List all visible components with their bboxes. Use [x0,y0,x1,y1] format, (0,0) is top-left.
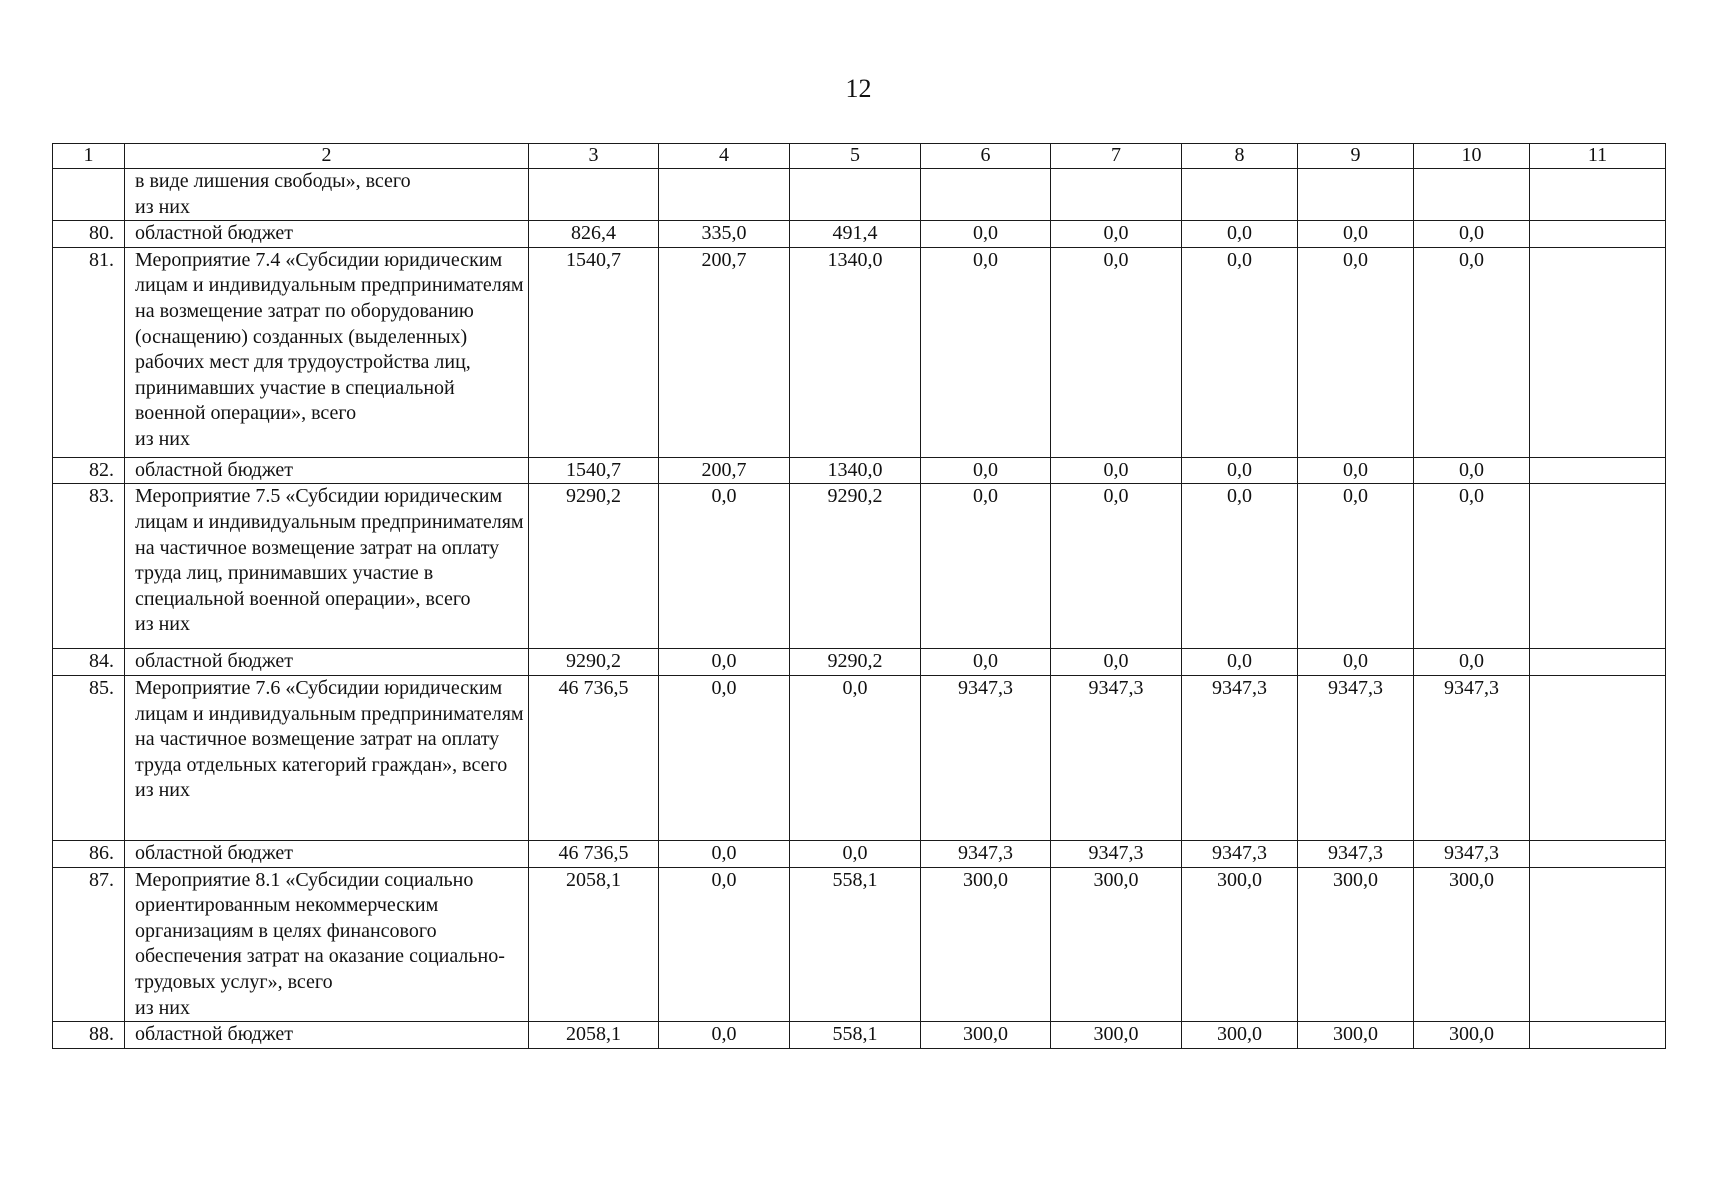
row-description: Мероприятие 7.5 «Субсидии юридическим лицам и индивидуальным предпринимателям на частичное возмещение затрат на оплату труда лиц, принимавших участие в специальной военной операции», всего из них [125,484,529,649]
column-number-row [53,144,1666,169]
value-cell-col-4 [659,169,790,221]
row-description: Мероприятие 8.1 «Субсидии социально ориентированным некоммерческим организациям в целях финансового обеспечения затрат на оказание социально-трудовых услуг», всего из них [125,867,529,1022]
value-cell-col-4: 0,0 [659,649,790,676]
value-cell-col-10: 0,0 [1414,649,1530,676]
column-header: 1 [53,144,125,169]
value-cell-col-6: 300,0 [921,867,1051,1022]
value-cell-col-4: 200,7 [659,247,790,457]
value-cell-col-6: 9347,3 [921,675,1051,840]
row-description: областной бюджет [125,457,529,484]
value-cell-col-9: 0,0 [1298,221,1414,248]
row-number: 83. [53,484,125,649]
value-cell-col-11 [1530,840,1666,867]
row-description: областной бюджет [125,1022,529,1049]
row-description: областной бюджет [125,840,529,867]
value-cell-col-7: 9347,3 [1051,675,1182,840]
value-cell-col-6: 300,0 [921,1022,1051,1049]
value-cell-col-9: 0,0 [1298,457,1414,484]
row-description: областной бюджет [125,649,529,676]
column-header: 2 [125,144,529,169]
value-cell-col-6 [921,169,1051,221]
column-header: 10 [1414,144,1530,169]
value-cell-col-8: 300,0 [1182,1022,1298,1049]
value-cell-col-3: 46 736,5 [529,840,659,867]
column-header: 8 [1182,144,1298,169]
value-cell-col-3: 826,4 [529,221,659,248]
value-cell-col-3: 9290,2 [529,484,659,649]
value-cell-col-7: 0,0 [1051,247,1182,457]
row-number: 86. [53,840,125,867]
value-cell-col-4: 200,7 [659,457,790,484]
value-cell-col-4: 0,0 [659,1022,790,1049]
column-header: 7 [1051,144,1182,169]
value-cell-col-11 [1530,221,1666,248]
value-cell-col-7: 0,0 [1051,484,1182,649]
value-cell-col-5: 9290,2 [790,649,921,676]
row-number: 84. [53,649,125,676]
value-cell-col-5: 0,0 [790,675,921,840]
value-cell-col-3: 46 736,5 [529,675,659,840]
value-cell-col-5: 558,1 [790,867,921,1022]
value-cell-col-9: 0,0 [1298,484,1414,649]
value-cell-col-10: 300,0 [1414,1022,1530,1049]
value-cell-col-10: 9347,3 [1414,840,1530,867]
value-cell-col-9: 300,0 [1298,1022,1414,1049]
value-cell-col-10: 9347,3 [1414,675,1530,840]
value-cell-col-7 [1051,169,1182,221]
value-cell-col-8: 0,0 [1182,247,1298,457]
value-cell-col-10: 0,0 [1414,221,1530,248]
value-cell-col-9: 300,0 [1298,867,1414,1022]
value-cell-col-3: 1540,7 [529,457,659,484]
row-number: 82. [53,457,125,484]
value-cell-col-6: 0,0 [921,221,1051,248]
value-cell-col-9 [1298,169,1414,221]
table-body [53,169,1666,1049]
value-cell-col-10: 300,0 [1414,867,1530,1022]
row-description: областной бюджет [125,221,529,248]
row-number: 88. [53,1022,125,1049]
column-header: 3 [529,144,659,169]
row-description: в виде лишения свободы», всего из них [125,169,529,221]
value-cell-col-6: 0,0 [921,247,1051,457]
value-cell-col-7: 0,0 [1051,221,1182,248]
table-row [53,484,1666,649]
value-cell-col-10: 0,0 [1414,247,1530,457]
value-cell-col-7: 300,0 [1051,1022,1182,1049]
value-cell-col-5: 558,1 [790,1022,921,1049]
value-cell-col-8: 0,0 [1182,221,1298,248]
table-row [53,221,1666,248]
value-cell-col-6: 9347,3 [921,840,1051,867]
value-cell-col-4: 0,0 [659,484,790,649]
value-cell-col-11 [1530,675,1666,840]
value-cell-col-4: 0,0 [659,867,790,1022]
table-row [53,867,1666,1022]
value-cell-col-10: 0,0 [1414,484,1530,649]
value-cell-col-9: 9347,3 [1298,840,1414,867]
row-description: Мероприятие 7.4 «Субсидии юридическим лицам и индивидуальным предпринимателям на возмещение затрат по оборудованию (оснащению) созданных (выделенных) рабочих мест для трудоустройства лиц, принимавших участие в специальной военной операции», всего из них [125,247,529,457]
page-number: 12 [845,74,872,103]
value-cell-col-10 [1414,169,1530,221]
value-cell-col-10: 0,0 [1414,457,1530,484]
value-cell-col-11 [1530,1022,1666,1049]
row-description: Мероприятие 7.6 «Субсидии юридическим лицам и индивидуальным предпринимателям на частичное возмещение затрат на оплату труда отдельных категорий граждан», всего из них [125,675,529,840]
value-cell-col-11 [1530,867,1666,1022]
value-cell-col-8: 0,0 [1182,484,1298,649]
value-cell-col-8: 0,0 [1182,649,1298,676]
table-row [53,840,1666,867]
value-cell-col-8 [1182,169,1298,221]
value-cell-col-11 [1530,247,1666,457]
value-cell-col-5: 1340,0 [790,247,921,457]
row-number: 87. [53,867,125,1022]
value-cell-col-5: 1340,0 [790,457,921,484]
row-number: 81. [53,247,125,457]
row-number: 80. [53,221,125,248]
value-cell-col-5: 9290,2 [790,484,921,649]
value-cell-col-5 [790,169,921,221]
value-cell-col-11 [1530,457,1666,484]
value-cell-col-11 [1530,169,1666,221]
value-cell-col-8: 9347,3 [1182,840,1298,867]
value-cell-col-11 [1530,649,1666,676]
table-row [53,649,1666,676]
row-number [53,169,125,221]
value-cell-col-4: 0,0 [659,840,790,867]
value-cell-col-9: 0,0 [1298,247,1414,457]
column-header: 9 [1298,144,1414,169]
column-header: 4 [659,144,790,169]
value-cell-col-3: 1540,7 [529,247,659,457]
value-cell-col-3: 2058,1 [529,867,659,1022]
value-cell-col-7: 300,0 [1051,867,1182,1022]
value-cell-col-3: 2058,1 [529,1022,659,1049]
value-cell-col-5: 0,0 [790,840,921,867]
table-row [53,457,1666,484]
value-cell-col-9: 9347,3 [1298,675,1414,840]
table-row [53,1022,1666,1049]
row-number: 85. [53,675,125,840]
column-header: 6 [921,144,1051,169]
value-cell-col-6: 0,0 [921,649,1051,676]
value-cell-col-8: 9347,3 [1182,675,1298,840]
value-cell-col-8: 0,0 [1182,457,1298,484]
table-row [53,675,1666,840]
value-cell-col-8: 300,0 [1182,867,1298,1022]
column-header: 11 [1530,144,1666,169]
table-row [53,247,1666,457]
value-cell-col-3 [529,169,659,221]
value-cell-col-7: 0,0 [1051,649,1182,676]
value-cell-col-3: 9290,2 [529,649,659,676]
value-cell-col-6: 0,0 [921,484,1051,649]
value-cell-col-4: 0,0 [659,675,790,840]
table-row [53,169,1666,221]
column-header: 5 [790,144,921,169]
value-cell-col-7: 0,0 [1051,457,1182,484]
value-cell-col-9: 0,0 [1298,649,1414,676]
value-cell-col-11 [1530,484,1666,649]
value-cell-col-5: 491,4 [790,221,921,248]
value-cell-col-6: 0,0 [921,457,1051,484]
value-cell-col-7: 9347,3 [1051,840,1182,867]
budget-table [52,143,1666,1049]
value-cell-col-4: 335,0 [659,221,790,248]
